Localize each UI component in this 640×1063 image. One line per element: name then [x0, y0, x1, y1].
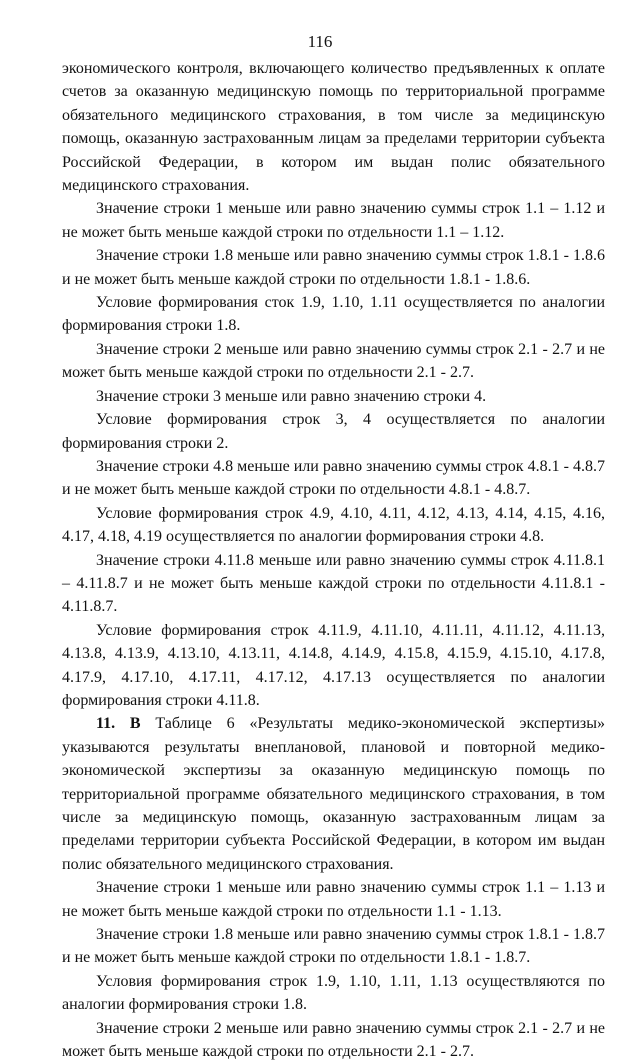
paragraph-t6-row2-condition: Значение строки 2 меньше или равно значению суммы строк 2.1 - 2.7 и не может быть меньше каждой строки по отдельности 2.1 - 2.7. [62, 1019, 605, 1061]
paragraph-rows-4-11-9-condition: Условие формирования строк 4.11.9, 4.11.10, 4.11.11, 4.11.12, 4.11.13, 4.13.8, 4.13.9, 4.13.10, 4.13.11, 4.14.8, 4.14.9, 4.15.8, 4.15.9, 4.15.10, 4.17.8, 4.17.9, 4.17.10, 4.17.11, 4.17.12, 4.17.13 осуществляется по аналогии формирования строки 4.11.8. [62, 621, 605, 709]
paragraph-t6-row1-8-condition: Значение строки 1.8 меньше или равно значению суммы строк 1.8.1 - 1.8.7 и не может быть меньше каждой строки по отдельности 1.8.1 - 1.8.7. [62, 926, 605, 967]
paragraph-row4-11-8-condition: Значение строки 4.11.8 меньше или равно значению суммы строк 4.11.8.1 – 4.11.8.7 и не может быть меньше каждой строки по отдельности 4.11.8.1 - 4.11.8.7. [62, 551, 605, 616]
section-11-text: Таблице 6 «Результаты медико-экономической экспертизы» указываются результаты внеплановой, плановой и повторной медико-экономической экспертизы за оказанную медицинскую помощь по территориальной программе обязательного медицинского страхования, в том числе за медицинскую помощь, оказанную застрахованным лицам за пределами территории субъекта Российской Федерации, в котором им выдан полис обязательного медицинского страхования. [62, 715, 606, 873]
paragraph-rows-3-4-condition: Условие формирования строк 3, 4 осуществляется по аналогии формирования строки 2. [62, 411, 605, 452]
paragraph-rows-1-9-1-11-condition: Условие формирования сток 1.9, 1.10, 1.11 осуществляется по аналогии формирования строки 1.8. [62, 294, 605, 335]
section-number: 11. В [96, 715, 141, 733]
paragraph-row3-condition: Значение строки 3 меньше или равно значению строки 4. [96, 387, 487, 405]
paragraph-row4-8-condition: Значение строки 4.8 меньше или равно значению суммы строк 4.8.1 - 4.8.7 и не может быть меньше каждой строки по отдельности 4.8.1 - 4.8.7. [62, 457, 605, 499]
paragraph-row1-8-condition: Значение строки 1.8 меньше или равно значению суммы строк 1.8.1 - 1.8.6 и не может быть меньше каждой строки по отдельности 1.8.1 - 1.8.6. [62, 247, 605, 288]
paragraph-row1-condition: Значение строки 1 меньше или равно значению суммы строк 1.1 – 1.12 и не может быть меньше каждой строки по отдельности 1.1 – 1.12. [62, 200, 605, 241]
page-body [62, 57, 605, 1063]
paragraph-t6-row1-condition: Значение строки 1 меньше или равно значению суммы строк 1.1 – 1.13 и не может быть меньше каждой строки по отдельности 1.1 - 1.13. [62, 879, 605, 920]
paragraph-rows-4-9-4-19-condition: Условие формирования строк 4.9, 4.10, 4.11, 4.12, 4.13, 4.14, 4.15, 4.16, 4.17, 4.18, 4.19 осуществляется по аналогии формирования строки 4.8. [62, 504, 605, 546]
paragraph-section-11 [62, 712, 605, 876]
paragraph-t6-rows-1-9-condition: Условия формирования строк 1.9, 1.10, 1.11, 1.13 осуществляются по аналогии формирования строки 1.8. [62, 972, 605, 1014]
paragraph-row2-condition: Значение строки 2 меньше или равно значению суммы строк 2.1 - 2.7 и не может быть меньше каждой строки по отдельности 2.1 - 2.7. [62, 340, 605, 382]
paragraph-continuation: экономического контроля, включающего количество предъявленных к оплате счетов за оказанную медицинскую помощь по территориальной программе обязательного медицинского страхования, в том числе за медицинскую помощь, оказанную застрахованным лицам за пределами территории субъекта Российской Федерации, в котором им выдан полис обязательного медицинского страхования. [62, 60, 605, 195]
page-number: 116 [307, 32, 333, 51]
